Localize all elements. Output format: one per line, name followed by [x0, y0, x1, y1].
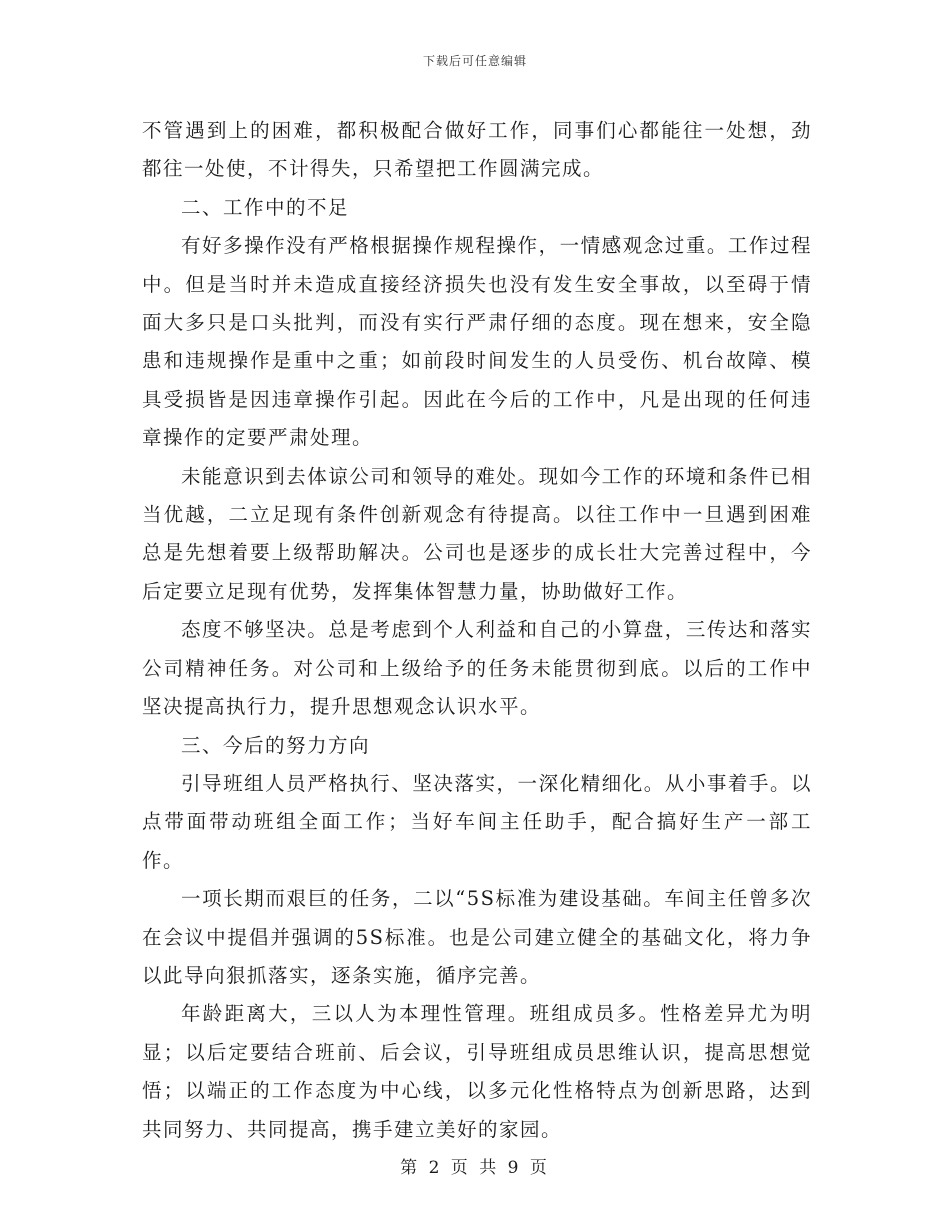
document-body	[142, 112, 812, 1149]
paragraph: 年龄距离大，三以人为本理性管理。班组成员多。性格差异尤为明显；以后定要结合班前、后会议，引导班组成员思维认识，提高思想觉悟；以端正的工作态度为中心线，以多元化性格特点为创新思路，达到共同努力、共同提高，携手建立美好的家园。	[142, 1002, 812, 1141]
section-heading-future-direction: 三、今后的努力方向	[181, 733, 371, 757]
section-heading-shortcomings: 二、工作中的不足	[181, 195, 350, 219]
page-number-footer: 第 2 页 共 9 页	[400, 1158, 550, 1178]
paragraph: 态度不够坚决。总是考虑到个人利益和自己的小算盘，三传达和落实公司精神任务。对公司和上级给予的任务未能贯彻到底。以后的工作中坚决提高执行力，提升思想观念认识水平。	[142, 618, 812, 719]
paragraph: 未能意识到去体谅公司和领导的难处。现如今工作的环境和条件已相当优越，二立足现有条件创新观念有待提高。以往工作中一旦遇到困难总是先想着要上级帮助解决。公司也是逐步的成长壮大完善过程中，今后定要立足现有优势，发挥集体智慧力量，协助做好工作。	[142, 464, 812, 603]
paragraph: 一项长期而艰巨的任务，二以“5S标准为建设基础。车间主任曾多次在会议中提倡并强调的5S标准。也是公司建立健全的基础文化，将力争以此导向狠抓落实，逐条实施，循序完善。	[142, 887, 812, 987]
paragraph-continuation: 不管遇到上的困难，都积极配合做好工作，同事们心都能往一处想，劲都往一处使，不计得失，只希望把工作圆满完成。	[142, 119, 812, 181]
page-header: 下载后可任意编辑	[422, 54, 527, 68]
paragraph: 有好多操作没有严格根据操作规程操作，一情感观念过重。工作过程中。但是当时并未造成直接经济损失也没有发生安全事故，以至碍于情面大多只是口头批判，而没有实行严肃仔细的态度。现在想来，安全隐患和违规操作是重中之重；如前段时间发生的人员受伤、机台故障、模具受损皆是因违章操作引起。因此在今后的工作中，凡是出现的任何违章操作的定要严肃处理。	[142, 234, 812, 450]
paragraph: 引导班组人员严格执行、坚决落实，一深化精细化。从小事着手。以点带面带动班组全面工作；当好车间主任助手，配合搞好生产一部工作。	[142, 771, 812, 872]
